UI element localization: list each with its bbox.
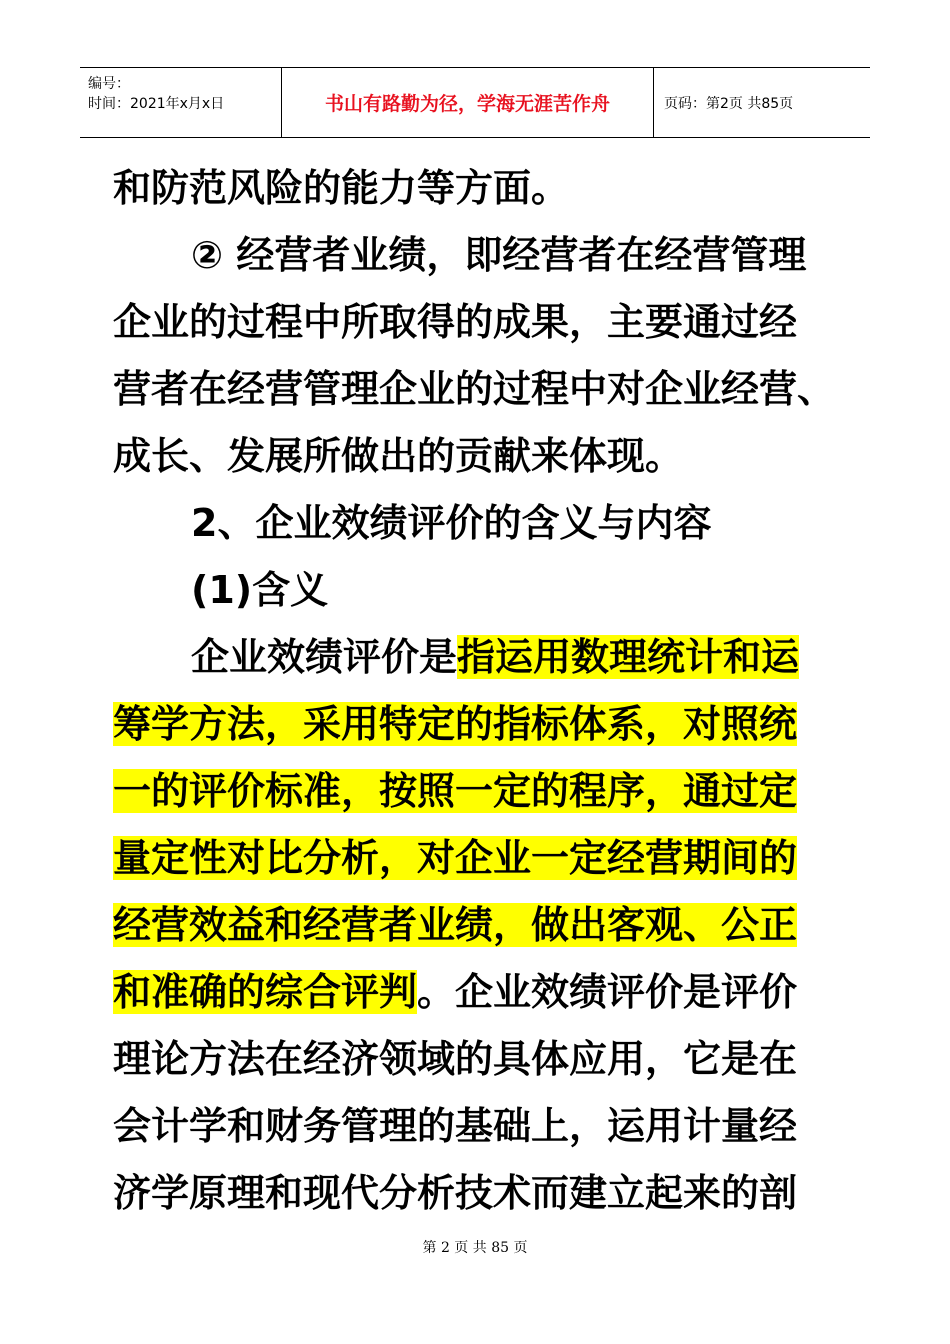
body-line: 成长、发展所做出的贡献来体现。 (113, 434, 684, 478)
body-line (113, 624, 853, 691)
body-line (113, 959, 853, 1026)
body-line (113, 892, 853, 959)
document-header (80, 67, 870, 138)
body-line: 营者在经营管理企业的过程中对企业经营、 (113, 367, 836, 411)
body-text-span: 企业效绩评价是 (191, 635, 458, 679)
highlighted-text: 量定性对比分析，对企业一定经营期间的 (113, 836, 798, 880)
body-line: 企业的过程中所取得的成果，主要通过经 (113, 300, 798, 344)
body-line: 理论方法在经济领域的具体应用，它是在 (113, 1037, 798, 1081)
document-body (113, 155, 853, 1227)
body-text-span: 。企业效绩评价是评价 (417, 970, 798, 1014)
body-line (113, 758, 853, 825)
body-line: 济学原理和现代分析技术而建立起来的剖 (113, 1171, 798, 1215)
date-label: 时间：2021年x月x日 (88, 96, 225, 112)
highlighted-text: 筹学方法，采用特定的指标体系，对照统 (113, 702, 798, 746)
section-heading: 2、企业效绩评价的含义与内容 (191, 501, 712, 545)
header-page-info: 页码：第2页 共85页 (664, 95, 794, 112)
highlighted-text: 经营效益和经营者业绩，做出客观、公正 (113, 903, 798, 947)
body-line: ② 经营者业绩，即经营者在经营管理 (191, 233, 807, 277)
subsection-heading: (1)含义 (191, 568, 329, 612)
highlighted-text: 指运用数理统计和运 (457, 635, 800, 679)
body-line: 和防范风险的能力等方面。 (113, 166, 570, 210)
highlighted-text: 和准确的综合评判 (113, 970, 418, 1014)
highlighted-text: 一的评价标准，按照一定的程序，通过定 (113, 769, 798, 813)
body-line: 会计学和财务管理的基础上，运用计量经 (113, 1104, 798, 1148)
header-meta-cell (80, 68, 282, 137)
body-line (113, 691, 853, 758)
body-line (113, 825, 853, 892)
page-footer: 第 2 页 共 85 页 (422, 1240, 528, 1256)
number-label: 编号： (88, 76, 130, 92)
header-motto: 书山有路勤为径，学海无涯苦作舟 (282, 68, 654, 137)
